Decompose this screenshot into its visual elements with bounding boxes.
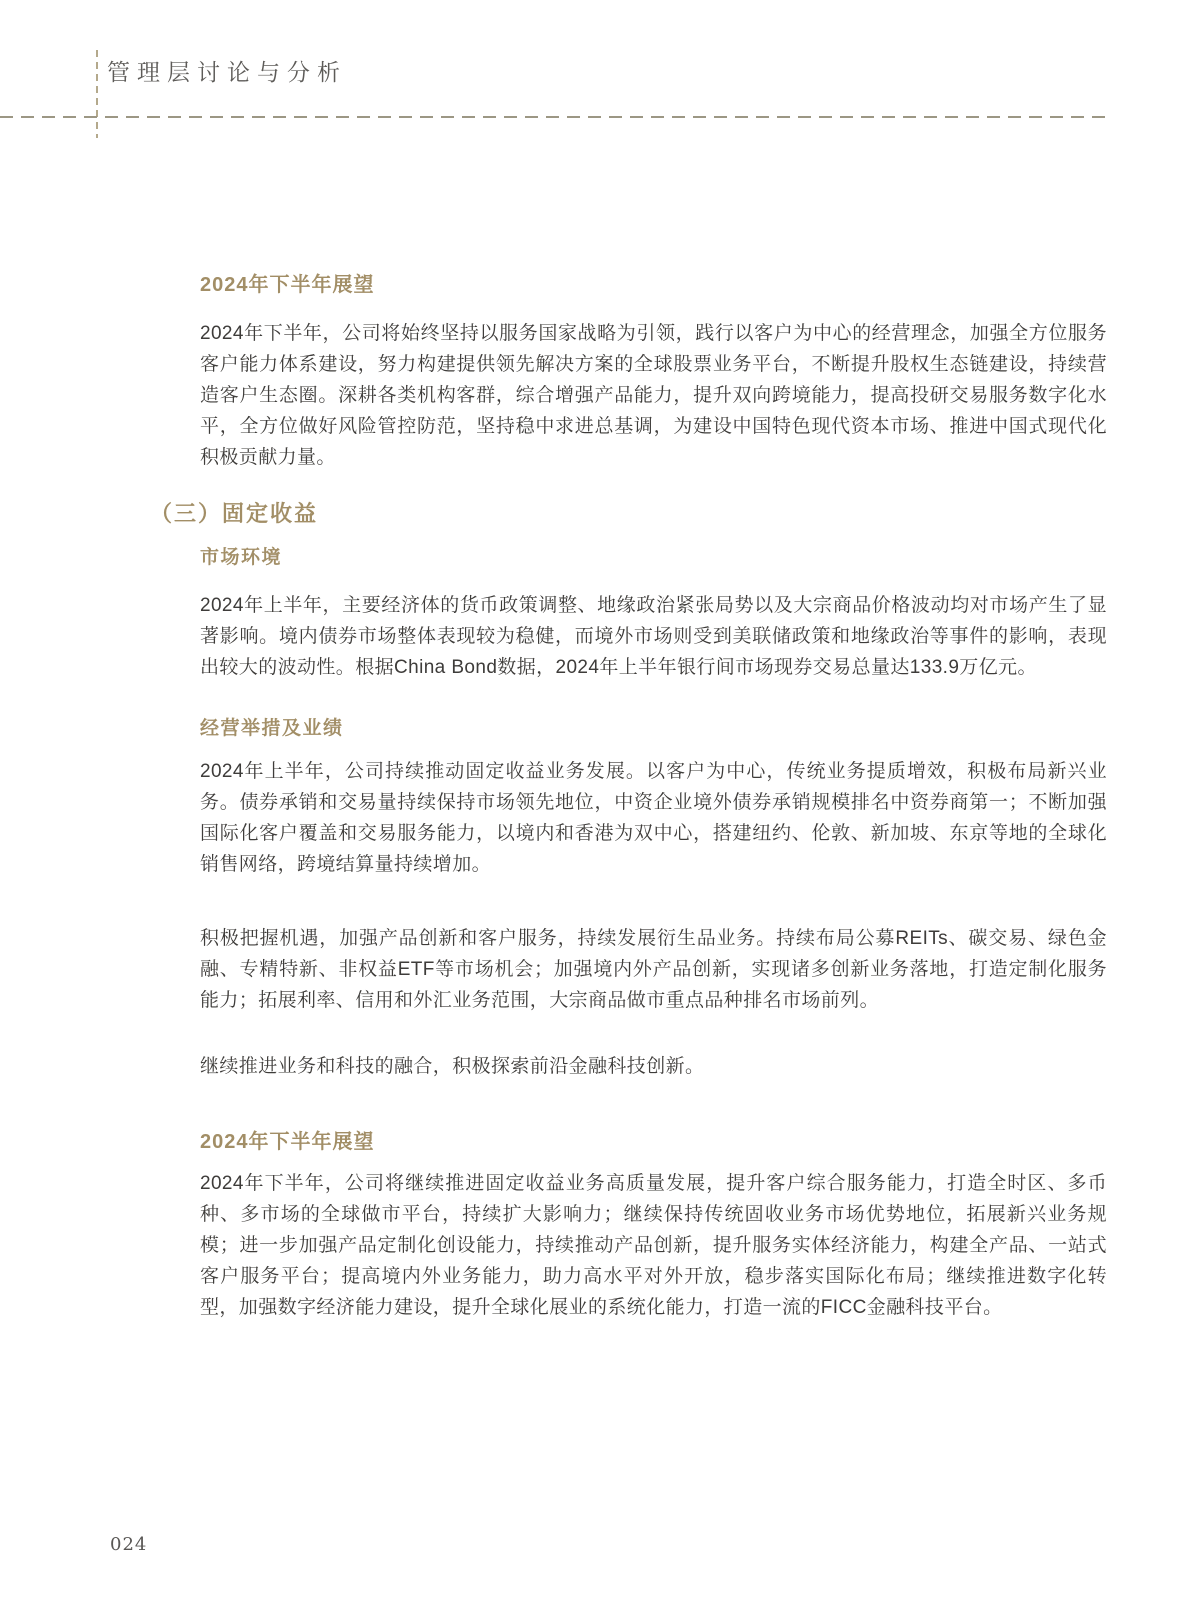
paragraph-operations-2: 积极把握机遇，加强产品创新和客户服务，持续发展衍生品业务。持续布局公募REITs、碳交易、绿色金融、专精特新、非权益ETF等市场机会；加强境内外产品创新，实现诸多创新业务落地，打造定制化服务能力；拓展利率、信用和外汇业务范围，大宗商品做市重点品种排名市场前列。: [200, 928, 1107, 1011]
paragraph-ficc-outlook: 2024年下半年，公司将继续推进固定收益业务高质量发展，提升客户综合服务能力，打造全时区、多币种、多市场的全球做市平台，持续扩大影响力；继续保持传统固收业务市场优势地位，拓展新兴业务规模；进一步加强产品定制化创设能力，持续推动产品创新，提升服务实体经济能力，构建全产品、一站式客户服务平台；提高境内外业务能力，助力高水平对外开放，稳步落实国际化布局；继续推进数字化转型，加强数字经济能力建设，提升全球化展业的系统化能力，打造一流的FICC金融科技平台。: [200, 1173, 1107, 1318]
paragraph-equity-outlook: 2024年下半年，公司将始终坚持以服务国家战略为引领，践行以客户为中心的经营理念，加强全方位服务客户能力体系建设，努力构建提供领先解决方案的全球股票业务平台，不断提升股权生态链建设，持续营造客户生态圈。深耕各类机构客群，综合增强产品能力，提升双向跨境能力，提高投研交易服务数字化水平，全方位做好风险管控防范，坚持稳中求进总基调，为建设中国特色现代资本市场、推进中国式现代化积极贡献力量。: [200, 323, 1107, 468]
heading-ficc-outlook: 2024年下半年展望: [200, 1131, 375, 1153]
heading-operations-results: 经营举措及业绩: [200, 718, 344, 739]
paragraph-operations-1: 2024年上半年，公司持续推动固定收益业务发展。以客户为中心，传统业务提质增效，积极布局新兴业务。债券承销和交易量持续保持市场领先地位，中资企业境外债券承销规模排名中资券商第一；不断加强国际化客户覆盖和交易服务能力，以境内和香港为双中心，搭建纽约、伦敦、新加坡、东京等地的全球化销售网络，跨境结算量持续增加。: [200, 761, 1107, 875]
heading-market-environment: 市场环境: [200, 547, 283, 568]
running-header-title: 管理层讨论与分析: [107, 60, 347, 86]
page-number: 024: [110, 1534, 148, 1555]
vertical-dash-accent: [96, 50, 98, 138]
paragraph-operations-3: 继续推进业务和科技的融合，积极探索前沿金融科技创新。: [200, 1056, 705, 1077]
paragraph-market-environment: 2024年上半年，主要经济体的货币政策调整、地缘政治紧张局势以及大宗商品价格波动均对市场产生了显著影响。境内债券市场整体表现较为稳健，而境外市场则受到美联储政策和地缘政治等事件的影响，表现出较大的波动性。根据China Bond数据，2024年上半年银行间市场现券交易总量达133.9万亿元。: [200, 595, 1107, 678]
heading-section-fixed-income: （三）固定收益: [150, 501, 319, 526]
dashed-divider: [0, 116, 1112, 118]
heading-equity-outlook: 2024年下半年展望: [200, 274, 375, 296]
